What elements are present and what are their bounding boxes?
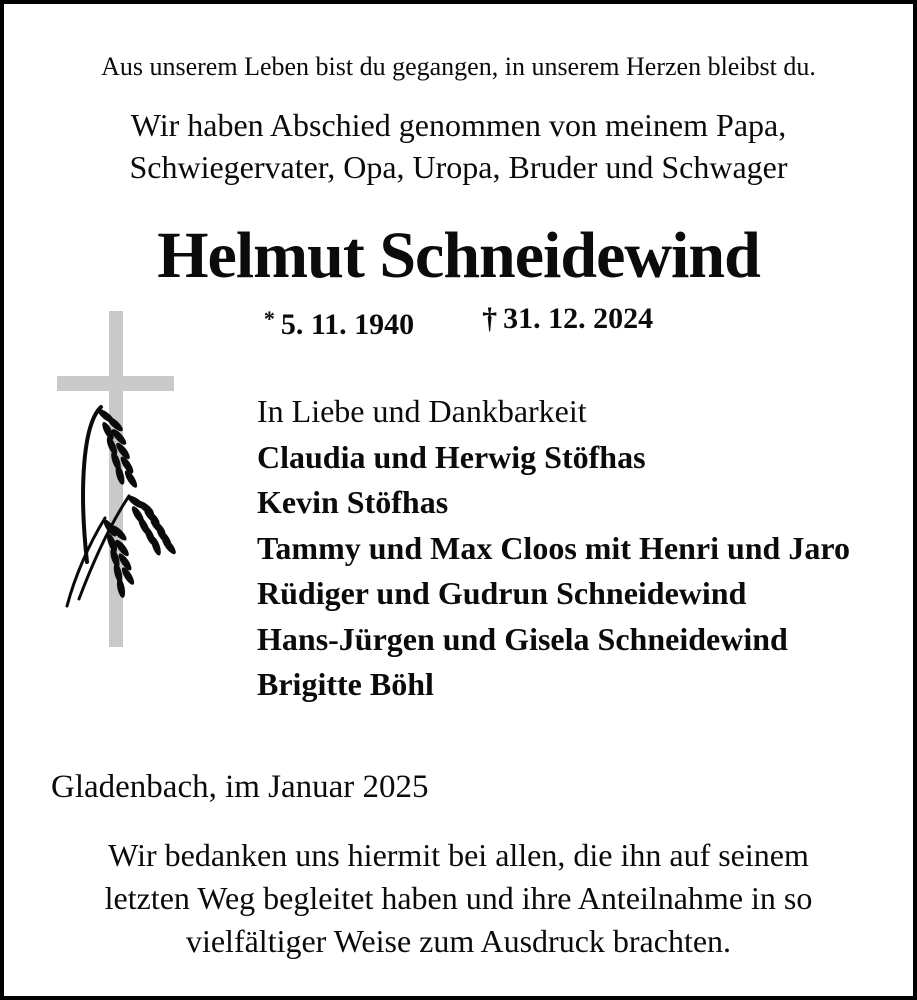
closing-line-2: letzten Weg begleitet haben und ihre Anteilnahme in so bbox=[104, 880, 813, 916]
epigraph: Aus unserem Leben bist du gegangen, in unserem Herzen bleibst du. bbox=[101, 52, 816, 81]
mourner-name: Tammy und Max Cloos mit Henri und Jaro bbox=[257, 529, 850, 566]
intro-line-2: Schwiegervater, Opa, Uropa, Bruder und Schwager bbox=[129, 149, 788, 185]
mourner-name: Claudia und Herwig Stöfhas bbox=[257, 438, 646, 475]
birth-star-symbol: * bbox=[263, 306, 275, 331]
deceased-name: Helmut Schneidewind bbox=[157, 219, 760, 292]
death-cross-symbol: † bbox=[482, 302, 498, 335]
memorial-cross-icon bbox=[57, 311, 174, 647]
mourner-name: Rüdiger und Gudrun Schneidewind bbox=[257, 575, 747, 611]
birth-date-text: 5. 11. 1940 bbox=[280, 308, 415, 341]
cross-and-wheat-emblem bbox=[49, 304, 214, 654]
mourner-name: Kevin Stöfhas bbox=[257, 484, 449, 520]
intro-text bbox=[4, 104, 913, 188]
closing-thanks bbox=[4, 834, 913, 963]
mourner-name: Hans-Jürgen und Gisela Schneidewind bbox=[257, 620, 788, 657]
mourner-name: Brigitte Böhl bbox=[257, 666, 434, 702]
wheat-grains bbox=[96, 407, 178, 599]
intro-line-1: Wir haben Abschied genommen von meinem Papa, bbox=[130, 107, 787, 143]
death-date bbox=[482, 299, 653, 345]
closing-line-1: Wir bedanken uns hiermit bei allen, die ihn auf seinem bbox=[108, 837, 809, 873]
place-and-date: Gladenbach, im Januar 2025 bbox=[51, 769, 429, 805]
death-date-text: 31. 12. 2024 bbox=[503, 302, 654, 335]
mourners-salutation: In Liebe und Dankbarkeit bbox=[257, 393, 587, 429]
birth-date bbox=[264, 299, 414, 345]
mourners-block bbox=[257, 389, 850, 708]
closing-line-3: vielfältiger Weise zum Ausdruck brachten. bbox=[185, 923, 732, 959]
